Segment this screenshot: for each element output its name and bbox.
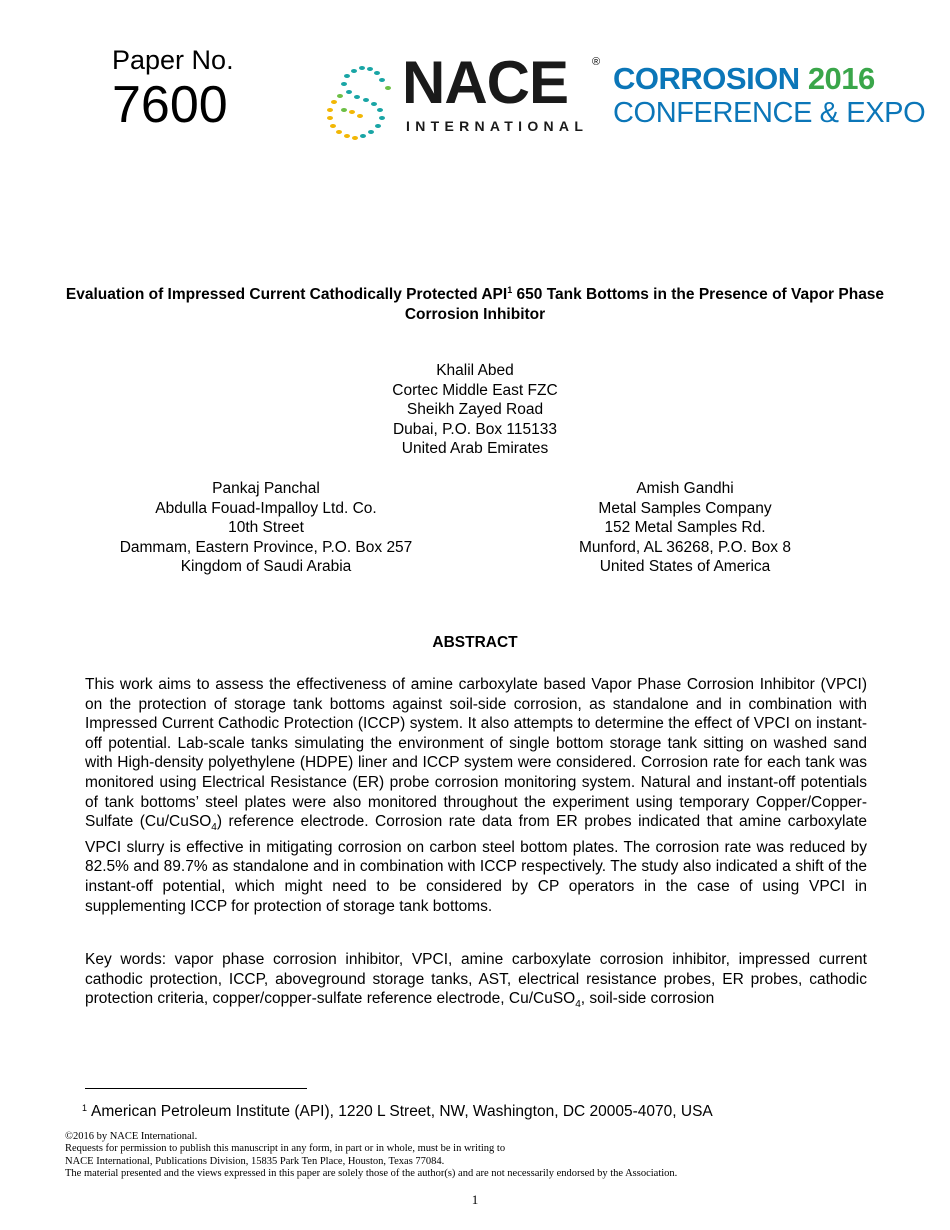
author-country: United Arab Emirates xyxy=(401,440,549,458)
copyright-line: The material presented and the views expressed in this paper are solely those of the author(s) and are not necessarily endorsed by the Association. xyxy=(65,1168,678,1180)
author-name: Pankaj Panchal xyxy=(212,480,320,497)
footnote xyxy=(82,1098,713,1122)
copyright-notice xyxy=(65,1131,677,1181)
author-block-center xyxy=(275,361,675,459)
footnote-text: American Petroleum Institute (API), 1220 L Street, NW, Washington, DC 20005-4070, USA xyxy=(91,1103,713,1120)
abstract-text-part2: ) reference electrode. Corrosion rate data from ER probes indicated that amine carboxylate VPCI slurry is effective in mitigating corrosion on carbon steel bottom plates. The corrosion rate was reduced by 82.5% and 89.7% as standalone and in combination with ICCP respectively. The study also indicated a shift of the instant-off potential, which might need to be considered by CP operators in the case of using VPCI in supplementing ICCP for protection of storage tank bottoms. xyxy=(85,813,867,915)
author-address-line: Dammam, Eastern Province, P.O. Box 257 xyxy=(119,538,413,556)
paper-number-label: Paper No. xyxy=(112,45,234,75)
nace-international-text: INTERNATIONAL xyxy=(406,118,589,134)
author-address-line: Munford, AL 36268, P.O. Box 8 xyxy=(579,538,791,556)
author-address-line: 10th Street xyxy=(228,519,304,537)
author-name: Amish Gandhi xyxy=(636,480,734,497)
author-country: United States of America xyxy=(599,558,771,576)
keywords-text-part2: , soil-side corrosion xyxy=(580,990,715,1008)
author-address-line: Dubai, P.O. Box 115133 xyxy=(392,420,557,438)
keywords-paragraph xyxy=(85,950,867,1015)
author-country: Kingdom of Saudi Arabia xyxy=(180,558,352,576)
registered-mark: ® xyxy=(592,56,601,68)
author-affiliation: Abdulla Fouad-Impalloy Ltd. Co. xyxy=(155,499,377,517)
author-block-right xyxy=(485,479,885,577)
subscript-4: 4 xyxy=(211,822,217,834)
author-address-line: 152 Metal Samples Rd. xyxy=(604,519,766,537)
abstract-text-part1: This work aims to assess the effectiveness of amine carboxylate based Vapor Phase Corrosion Inhibitor (VPCI) on the protection of storage tank bottoms against soil-side corrosion, as standalone and in combination with Impressed Current Cathodic Protection (ICCP) system. It also attempts to determine the effect of VPCI on instant-off potential. Lab-scale tanks simulating the environment of single bottom storage tank sitting on washed sand with High-density polyethylene (HDPE) liner and ICCP system were considered. Corrosion rate for each tank was monitored using Electrical Resistance (ER) probe corrosion monitoring system. Natural and instant-off potentials of tank bottoms’ steel plates were also monitored throughout the experiment using temporary Copper/Copper-Sulfate (Cu/CuSO xyxy=(85,676,867,831)
author-name: Khalil Abed xyxy=(436,362,514,379)
conference-subtitle: CONFERENCE & EXPO xyxy=(613,97,926,129)
author-affiliation: Metal Samples Company xyxy=(598,499,772,517)
conference-name: CORROSION xyxy=(613,61,800,96)
paper-number: 7600 xyxy=(112,76,228,134)
copyright-line: NACE International, Publications Division, 15835 Park Ten Place, Houston, Texas 77084. xyxy=(65,1155,445,1167)
footnote-divider xyxy=(85,1088,307,1089)
copyright-line: Requests for permission to publish this manuscript in any form, in part or in whole, must be in writing to xyxy=(65,1143,506,1155)
author-block-left xyxy=(66,479,466,577)
title-part2: 650 Tank Bottoms in the Presence of Vapor Phase Corrosion Inhibitor xyxy=(404,286,885,324)
title-footnote-mark: 1 xyxy=(507,285,513,295)
nace-dots-icon xyxy=(322,62,400,142)
title-part1: Evaluation of Impressed Current Cathodically Protected API xyxy=(65,286,508,304)
nace-wordmark: NACE xyxy=(402,49,569,116)
nace-logo xyxy=(322,49,612,140)
paper-title xyxy=(60,280,890,325)
conference-logo xyxy=(613,62,925,130)
abstract-paragraph xyxy=(85,675,867,916)
conference-title xyxy=(613,62,925,96)
abstract-heading: ABSTRACT xyxy=(432,634,518,651)
author-address-line: Sheikh Zayed Road xyxy=(406,401,544,419)
author-affiliation: Cortec Middle East FZC xyxy=(392,381,558,399)
copyright-line: ©2016 by NACE International. xyxy=(65,1131,198,1142)
page-number: 1 xyxy=(471,1192,479,1207)
conference-year: 2016 xyxy=(807,61,875,96)
subscript-4: 4 xyxy=(575,999,581,1011)
keywords-text-part1: Key words: vapor phase corrosion inhibitor, VPCI, amine carboxylate corrosion inhibitor, impressed current cathodic protection, ICCP, aboveground storage tanks, AST, electrical resistance probes, ER probes, cathodic protection criteria, copper/copper-sulfate reference electrode, Cu/CuSO xyxy=(85,951,867,1008)
footnote-mark: 1 xyxy=(82,1103,88,1113)
paper-number-block xyxy=(112,44,234,134)
